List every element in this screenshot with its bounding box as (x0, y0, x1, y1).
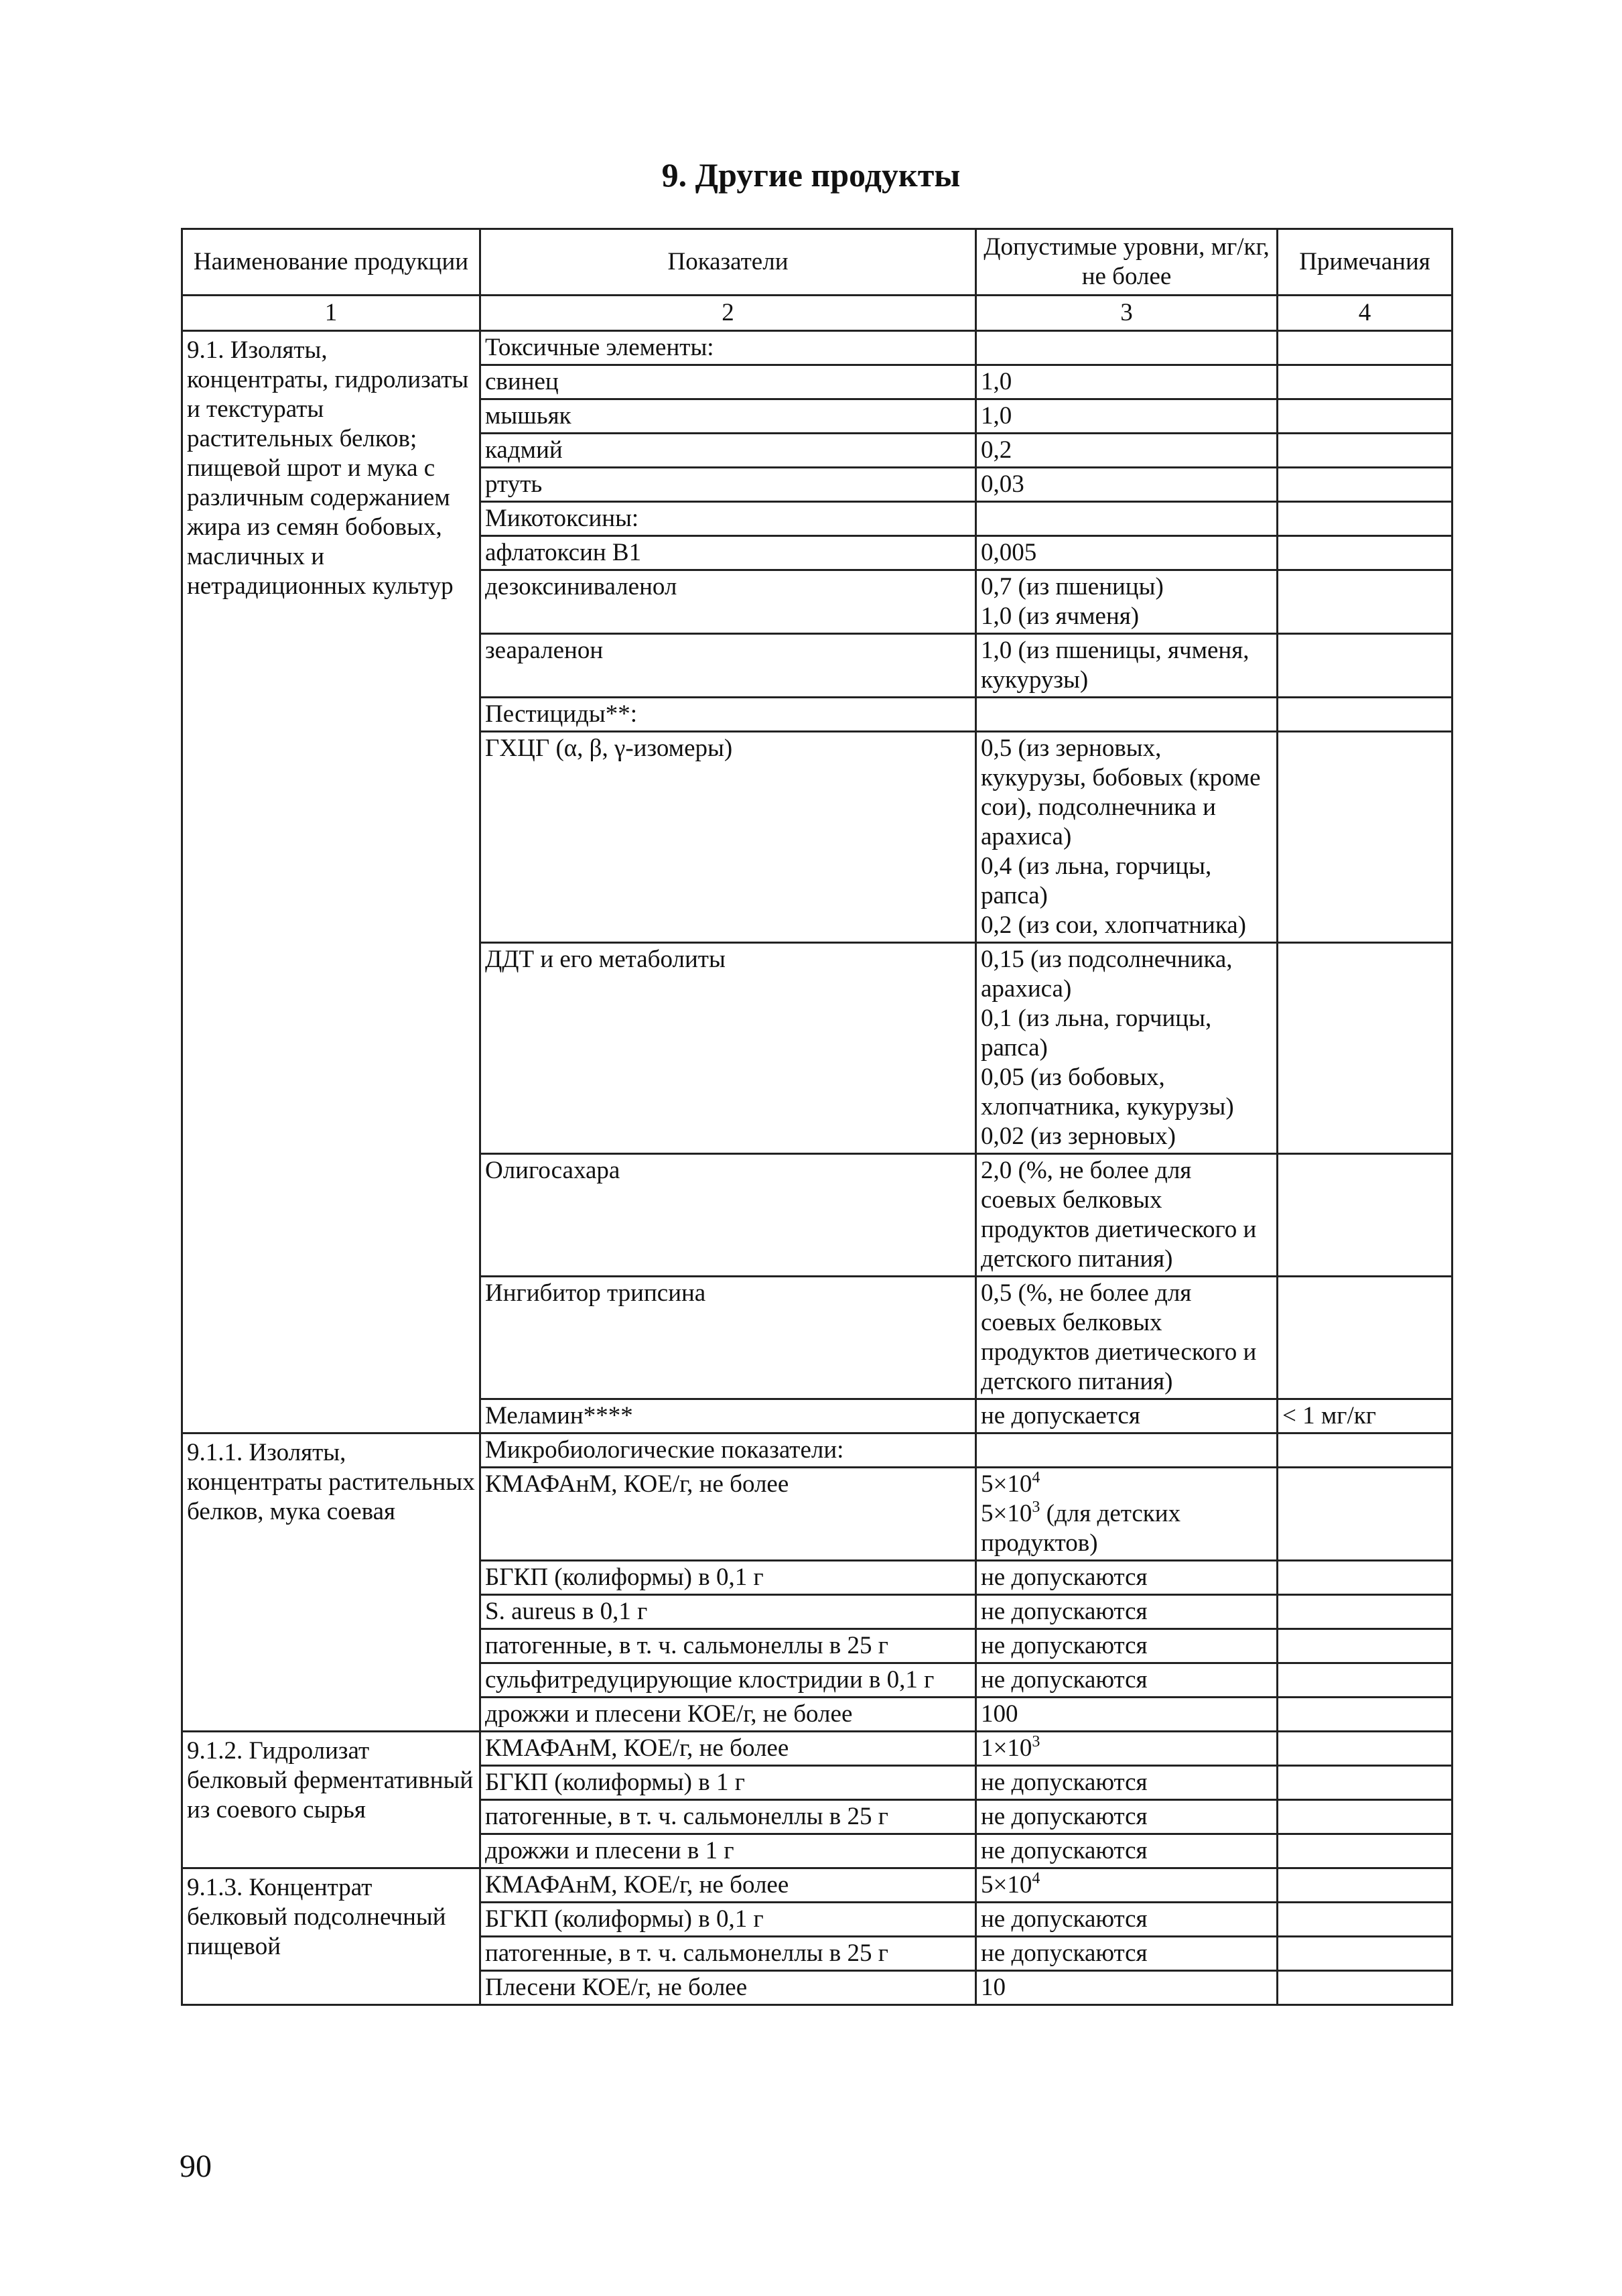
note (1278, 1154, 1452, 1277)
note (1278, 698, 1452, 732)
indicator: БГКП (колиформы) в 0,1 г (480, 1561, 976, 1595)
note (1278, 1834, 1452, 1868)
level-exponent: 4 (1032, 1870, 1040, 1887)
level-line: 0,05 (из бобовых, хлопчатника, кукурузы) (981, 1064, 1234, 1121)
level: 10 (976, 1971, 1278, 2005)
note (1278, 1800, 1452, 1834)
level-line: 0,7 (из пшеницы) (981, 573, 1164, 600)
indicator: свинец (480, 365, 976, 399)
level: 0,2 (976, 434, 1278, 468)
note (1278, 1561, 1452, 1595)
level-line (981, 1499, 1272, 1558)
product-name: 9.1. Изоляты, концентраты, гидролизаты и текстураты растительных белков; пищевой шрот и мука с различным содержанием жира из семян бобовых, масличных и нетрадиционных культур (182, 331, 480, 1433)
header-indicators: Показатели (480, 229, 976, 296)
level: не допускаются (976, 1595, 1278, 1629)
product-name: 9.1.2. Гидролизат белковый ферментативный из соевого сырья (182, 1732, 480, 1868)
product-name: 9.1.3. Концентрат белковый подсолнечный пищевой (182, 1868, 480, 2005)
header-row (182, 229, 1452, 296)
note (1278, 1629, 1452, 1663)
table-row (182, 1868, 1452, 1903)
table-row (182, 1732, 1452, 1766)
indicator: дрожжи и плесени КОЕ/г, не более (480, 1698, 976, 1732)
indicator: ГХЦГ (α, β, γ-изомеры) (480, 732, 976, 943)
level: 1,0 (976, 365, 1278, 399)
indicator: зеараленон (480, 634, 976, 698)
level (976, 1433, 1278, 1468)
column-number: 3 (976, 296, 1278, 331)
level (976, 698, 1278, 732)
note (1278, 943, 1452, 1154)
level: не допускаются (976, 1937, 1278, 1971)
level-base: 1×10 (981, 1734, 1032, 1762)
level-base: 5×10 (981, 1500, 1032, 1527)
indicator: БГКП (колиформы) в 1 г (480, 1766, 976, 1800)
note (1278, 732, 1452, 943)
page-number: 90 (180, 2149, 212, 2184)
level: не допускаются (976, 1800, 1278, 1834)
indicator: Ингибитор трипсина (480, 1277, 976, 1399)
indicator: кадмий (480, 434, 976, 468)
indicator: КМАФАнМ, КОЕ/г, не более (480, 1468, 976, 1561)
level (976, 1868, 1278, 1903)
note (1278, 365, 1452, 399)
level-line: 1,0 (из ячменя) (981, 602, 1140, 630)
indicator: Микотоксины: (480, 502, 976, 536)
table-row (182, 331, 1452, 365)
level-exponent: 3 (1032, 1498, 1040, 1516)
note (1278, 1663, 1452, 1698)
indicator: ДДТ и его метаболиты (480, 943, 976, 1154)
note (1278, 468, 1452, 502)
indicator: Микробиологические показатели: (480, 1433, 976, 1468)
level-line: 0,15 (из подсолнечника, арахиса) (981, 946, 1233, 1003)
header-notes: Примечания (1278, 229, 1452, 296)
note: < 1 мг/кг (1278, 1399, 1452, 1433)
level-line: 0,4 (из льна, горчицы, рапса) (981, 852, 1212, 909)
level: 0,03 (976, 468, 1278, 502)
level: 0,005 (976, 536, 1278, 570)
note (1278, 1277, 1452, 1399)
indicator: Олигосахара (480, 1154, 976, 1277)
level: не допускаются (976, 1766, 1278, 1800)
level-line: 0,2 (из сои, хлопчатника) (981, 911, 1246, 939)
note (1278, 1433, 1452, 1468)
indicator: КМАФАнМ, КОЕ/г, не более (480, 1868, 976, 1903)
indicator: дрожжи и плесени в 1 г (480, 1834, 976, 1868)
header-levels: Допустимые уровни, мг/кг, не более (976, 229, 1278, 296)
table-row (182, 1433, 1452, 1468)
level-line (981, 1470, 1272, 1499)
note (1278, 1937, 1452, 1971)
indicator: мышьяк (480, 399, 976, 434)
note (1278, 502, 1452, 536)
note (1278, 399, 1452, 434)
level: не допускаются (976, 1903, 1278, 1937)
level-exponent: 4 (1032, 1469, 1040, 1486)
level (976, 732, 1278, 943)
page-title: 9. Другие продукты (661, 156, 961, 194)
level-base: 5×10 (981, 1470, 1032, 1498)
level: 2,0 (%, не более для соевых белковых продуктов диетического и детского питания) (976, 1154, 1278, 1277)
level: 1,0 (из пшеницы, ячменя, кукурузы) (976, 634, 1278, 698)
limits-table (181, 228, 1453, 2006)
note (1278, 570, 1452, 634)
column-numbers-row (182, 296, 1452, 331)
note (1278, 331, 1452, 365)
indicator: патогенные, в т. ч. сальмонеллы в 25 г (480, 1937, 976, 1971)
indicator: патогенные, в т. ч. сальмонеллы в 25 г (480, 1629, 976, 1663)
column-number: 4 (1278, 296, 1452, 331)
indicator: ртуть (480, 468, 976, 502)
level-line: 0,5 (из зерновых, кукурузы, бобовых (кроме сои), подсолнечника и арахиса) (981, 735, 1261, 850)
level: не допускаются (976, 1561, 1278, 1595)
level: не допускаются (976, 1834, 1278, 1868)
indicator: S. aureus в 0,1 г (480, 1595, 976, 1629)
level: не допускаются (976, 1663, 1278, 1698)
product-name: 9.1.1. Изоляты, концентраты растительных белков, мука соевая (182, 1433, 480, 1732)
level (976, 570, 1278, 634)
level-base: 5×10 (981, 1871, 1032, 1899)
note (1278, 634, 1452, 698)
level (976, 331, 1278, 365)
level (976, 502, 1278, 536)
column-number: 2 (480, 296, 976, 331)
note (1278, 1766, 1452, 1800)
column-number: 1 (182, 296, 480, 331)
level-line: 0,02 (из зерновых) (981, 1123, 1176, 1150)
level: не допускаются (976, 1629, 1278, 1663)
indicator: патогенные, в т. ч. сальмонеллы в 25 г (480, 1800, 976, 1834)
note (1278, 536, 1452, 570)
header-product: Наименование продукции (182, 229, 480, 296)
indicator: афлатоксин В1 (480, 536, 976, 570)
indicator: Пестициды**: (480, 698, 976, 732)
indicator: Токсичные элементы: (480, 331, 976, 365)
level (976, 1468, 1278, 1561)
level: 0,5 (%, не более для соевых белковых продуктов диетического и детского питания) (976, 1277, 1278, 1399)
indicator: БГКП (колиформы) в 0,1 г (480, 1903, 976, 1937)
level-line: 0,1 (из льна, горчицы, рапса) (981, 1005, 1212, 1062)
indicator: сульфитредуцирующие клостридии в 0,1 г (480, 1663, 976, 1698)
note (1278, 1732, 1452, 1766)
level: 1,0 (976, 399, 1278, 434)
note (1278, 1971, 1452, 2005)
note (1278, 434, 1452, 468)
note (1278, 1595, 1452, 1629)
indicator: Плесени КОЕ/г, не более (480, 1971, 976, 2005)
level-text: (для детских продуктов) (981, 1500, 1181, 1557)
level (976, 1732, 1278, 1766)
level: 100 (976, 1698, 1278, 1732)
level: не допускается (976, 1399, 1278, 1433)
note (1278, 1868, 1452, 1903)
note (1278, 1468, 1452, 1561)
indicator: Меламин**** (480, 1399, 976, 1433)
note (1278, 1903, 1452, 1937)
level (976, 943, 1278, 1154)
note (1278, 1698, 1452, 1732)
indicator: дезоксиниваленол (480, 570, 976, 634)
level-exponent: 3 (1032, 1733, 1040, 1750)
indicator: КМАФАнМ, КОЕ/г, не более (480, 1732, 976, 1766)
